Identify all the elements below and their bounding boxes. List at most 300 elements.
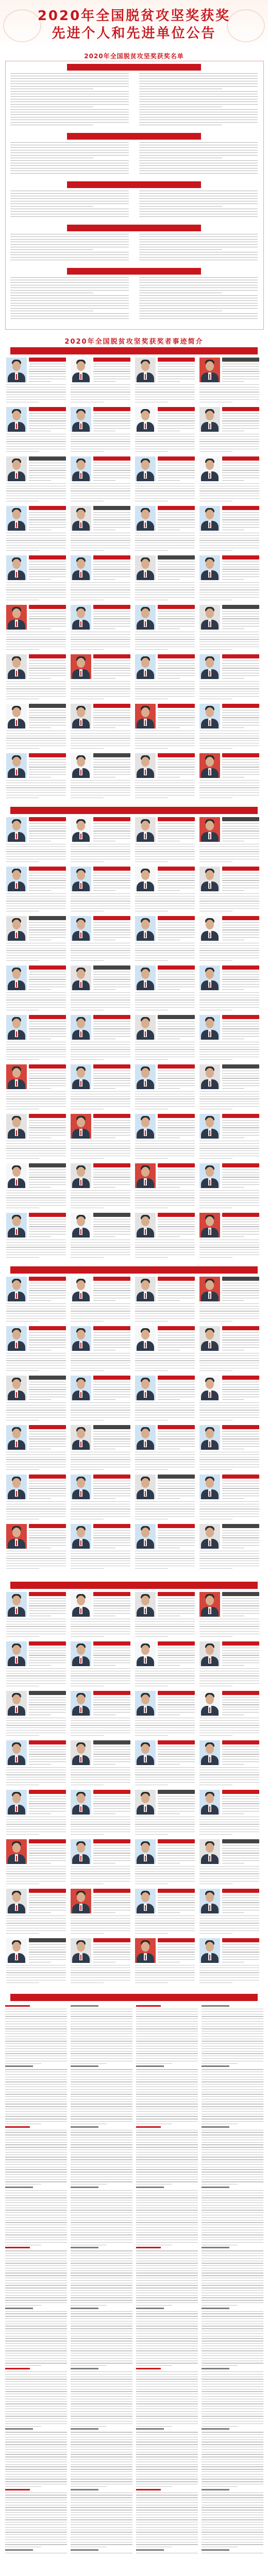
text-line-placeholder (29, 1441, 66, 1442)
profile-detail (71, 1767, 130, 1787)
portrait-photo-icon (135, 506, 156, 531)
profile-summary (158, 1895, 195, 1914)
text-line-placeholder (222, 1441, 259, 1442)
profile-card (198, 456, 260, 503)
profile-card (5, 1376, 67, 1422)
text-line-placeholder (135, 1249, 195, 1250)
portrait-head (206, 920, 214, 929)
text-line-placeholder (6, 681, 66, 682)
text-line-placeholder (93, 1490, 130, 1491)
text-line-placeholder (222, 376, 259, 377)
text-line-placeholder (29, 519, 66, 520)
profile-name-bar (93, 965, 130, 970)
text-line-placeholder (71, 2489, 98, 2490)
text-line-placeholder (199, 1360, 259, 1361)
text-line-placeholder (93, 759, 130, 760)
text-line-placeholder (139, 114, 258, 115)
text-line-placeholder (158, 1498, 180, 1499)
profile-detail (135, 1767, 195, 1787)
profiles-category-band (10, 807, 258, 814)
text-line-placeholder (158, 984, 195, 985)
text-line-placeholder (71, 1930, 130, 1931)
text-line-placeholder (29, 875, 66, 876)
text-line-placeholder (222, 571, 259, 572)
portrait-head (77, 1744, 85, 1754)
portrait-tie (80, 1955, 81, 1960)
text-line-placeholder (222, 1796, 259, 1797)
profile-detail (135, 992, 195, 1012)
text-line-placeholder (158, 623, 195, 624)
profile-card (70, 1691, 131, 1737)
portrait-photo-icon (135, 965, 156, 990)
portrait-head (12, 707, 21, 717)
text-line-placeholder (10, 216, 129, 217)
text-line-placeholder (135, 908, 195, 909)
text-line-placeholder (158, 1125, 195, 1126)
portrait-tie (145, 1081, 146, 1086)
category-band (67, 133, 201, 140)
portrait-head (12, 1744, 21, 1754)
text-line-placeholder (135, 1150, 195, 1151)
portrait-tie (16, 572, 17, 577)
text-line-placeholder (5, 2439, 67, 2440)
text-line-placeholder (202, 2444, 263, 2445)
text-line-placeholder (136, 2544, 198, 2545)
portrait-head (206, 1793, 214, 1803)
portrait-tie (16, 1757, 17, 1762)
text-line-placeholder (158, 1490, 195, 1491)
text-line-placeholder (29, 376, 66, 377)
profile-name-bar (158, 1213, 195, 1217)
portrait-photo-icon (199, 1015, 220, 1040)
text-line-placeholder (222, 1702, 259, 1703)
text-line-placeholder (135, 582, 195, 583)
profile-card (70, 1064, 131, 1111)
portrait-photo-icon (6, 407, 27, 432)
text-line-placeholder (222, 722, 259, 723)
text-line-placeholder (135, 1402, 195, 1403)
profile-detail (6, 1817, 66, 1836)
text-line-placeholder (5, 2058, 67, 2059)
text-line-placeholder (29, 1295, 66, 1296)
text-line-placeholder (202, 2053, 263, 2054)
text-line-placeholder (199, 1511, 259, 1512)
text-line-placeholder (199, 545, 259, 546)
text-line-placeholder (222, 1855, 259, 1856)
text-line-placeholder (6, 597, 66, 598)
profile-name-bar (158, 456, 195, 461)
profile-summary (93, 1431, 130, 1451)
text-line-placeholder (93, 1446, 130, 1447)
text-line-placeholder (6, 441, 66, 442)
portrait-tie (209, 572, 210, 577)
text-line-placeholder (93, 1712, 130, 1713)
text-line-placeholder (29, 1855, 66, 1856)
portrait-tie (145, 1658, 146, 1663)
profile-card (198, 605, 260, 651)
text-line-placeholder (93, 1535, 130, 1536)
portrait-photo-icon (135, 1938, 156, 1963)
text-line-placeholder (71, 1782, 130, 1783)
portrait-tie (145, 1180, 146, 1185)
portrait-tie (209, 883, 210, 888)
profile-summary (158, 1648, 195, 1667)
text-line-placeholder (71, 1568, 104, 1569)
profile-detail (199, 1718, 259, 1737)
text-line-placeholder (29, 885, 66, 886)
text-line-placeholder (158, 1288, 195, 1289)
profiles-category-band (10, 347, 258, 354)
text-line-placeholder (93, 1226, 130, 1227)
text-line-placeholder (136, 2311, 198, 2312)
text-line-placeholder (71, 1106, 130, 1107)
portrait-tie (209, 1955, 210, 1960)
text-line-placeholder (29, 727, 51, 728)
text-line-placeholder (6, 787, 66, 788)
text-line-placeholder (222, 1954, 259, 1955)
text-line-placeholder (93, 1902, 130, 1903)
profile-card (70, 1326, 131, 1372)
portrait-photo-icon (199, 1376, 220, 1400)
text-line-placeholder (199, 1834, 232, 1835)
profile-card (70, 753, 131, 800)
text-line-placeholder (199, 1358, 259, 1359)
text-line-placeholder (199, 1675, 259, 1676)
text-line-placeholder (93, 579, 115, 580)
text-line-placeholder (222, 1088, 244, 1089)
text-line-placeholder (29, 418, 66, 419)
text-line-placeholder (136, 2481, 198, 2482)
text-line-placeholder (222, 1073, 259, 1074)
profile-name-bar (93, 1326, 130, 1330)
text-line-placeholder (202, 2459, 263, 2460)
text-line-placeholder (5, 2247, 30, 2248)
text-line-placeholder (29, 1490, 66, 1491)
portrait-head (141, 1068, 149, 1078)
text-line-placeholder (202, 2247, 229, 2248)
profile-name-bar (222, 1326, 259, 1330)
portrait-tie (16, 982, 17, 987)
text-line-placeholder (199, 1242, 259, 1243)
portrait-head (12, 1478, 21, 1488)
text-line-placeholder (202, 2355, 263, 2356)
text-line-placeholder (6, 1819, 66, 1820)
text-line-placeholder (71, 2121, 132, 2122)
text-line-placeholder (6, 1257, 39, 1258)
text-line-placeholder (5, 2428, 33, 2430)
profile-name-bar (158, 1064, 195, 1069)
text-line-placeholder (93, 1347, 130, 1348)
text-line-placeholder (158, 1537, 195, 1538)
portrait-photo-icon (135, 867, 156, 891)
profile-summary (222, 1895, 259, 1914)
text-line-placeholder (158, 670, 195, 671)
text-line-placeholder (93, 1959, 130, 1960)
text-line-placeholder (202, 2137, 263, 2138)
profile-card (70, 965, 131, 1012)
profile-summary (222, 972, 259, 991)
profile-card (198, 1213, 260, 1259)
text-line-placeholder (135, 1365, 195, 1366)
profile-detail (6, 384, 66, 404)
text-line-placeholder (139, 193, 258, 194)
text-line-placeholder (5, 2308, 33, 2309)
portrait-tie (80, 933, 81, 938)
text-line-placeholder (29, 1446, 66, 1447)
profile-grid (5, 1277, 263, 1575)
text-line-placeholder (135, 733, 195, 734)
text-line-placeholder (222, 1184, 259, 1185)
text-line-placeholder (6, 1925, 66, 1926)
text-line-placeholder (135, 1457, 195, 1458)
text-line-placeholder (10, 244, 129, 245)
text-line-placeholder (135, 1153, 195, 1154)
text-line-placeholder (158, 1959, 195, 1960)
text-line-placeholder (136, 2181, 198, 2182)
text-line-placeholder (93, 937, 130, 938)
profile-name-bar (93, 1376, 130, 1380)
portrait-head (206, 1216, 214, 1226)
portrait-tie (145, 1031, 146, 1037)
text-line-placeholder (71, 1675, 130, 1676)
portrait-photo-icon (199, 867, 220, 891)
text-line-placeholder (29, 1036, 66, 1037)
profile-detail (199, 533, 259, 552)
profile-card (198, 1641, 260, 1688)
text-line-placeholder (71, 733, 130, 734)
profile-summary (29, 1598, 66, 1618)
text-line-placeholder (29, 1912, 51, 1913)
text-line-placeholder (5, 2074, 67, 2075)
profile-card (70, 555, 131, 602)
text-line-placeholder (202, 2026, 263, 2027)
profile-card (198, 1790, 260, 1836)
portrait-photo-icon (135, 704, 156, 728)
text-line-placeholder (93, 1337, 130, 1338)
text-line-placeholder (6, 1673, 66, 1674)
text-line-placeholder (5, 2297, 67, 2298)
text-line-placeholder (135, 787, 195, 788)
profile-detail (199, 582, 259, 602)
portrait-head (12, 1645, 21, 1655)
text-line-placeholder (71, 2270, 132, 2271)
profile-summary (222, 823, 259, 843)
profile-name-bar (29, 358, 66, 362)
portrait-tie (209, 1757, 210, 1762)
text-line-placeholder (202, 2549, 229, 2551)
text-line-placeholder (6, 1826, 66, 1827)
text-line-placeholder (135, 1675, 195, 1676)
text-line-placeholder (10, 193, 129, 194)
award-list-column (139, 142, 258, 178)
text-line-placeholder (6, 950, 66, 951)
text-line-placeholder (10, 277, 129, 278)
text-line-placeholder (139, 295, 258, 296)
text-line-placeholder (136, 2403, 198, 2404)
portrait-photo-icon (71, 1114, 91, 1139)
profile-name-bar (222, 1015, 259, 1019)
profile-detail (71, 1551, 130, 1570)
profile-detail (135, 1668, 195, 1688)
portrait-head (77, 821, 85, 831)
profile-card (5, 1163, 67, 1210)
text-line-placeholder (29, 428, 66, 429)
text-line-placeholder (93, 660, 130, 661)
profile-detail (199, 1141, 259, 1160)
text-line-placeholder (158, 1756, 195, 1757)
portrait-photo-icon (6, 1475, 27, 1499)
text-line-placeholder (93, 1295, 130, 1296)
portrait-head (77, 920, 85, 929)
text-line-placeholder (202, 2169, 263, 2170)
text-line-placeholder (5, 2137, 67, 2138)
profile-name-bar (29, 407, 66, 411)
profile-card (70, 654, 131, 701)
text-line-placeholder (135, 1977, 195, 1978)
portrait-photo-icon (199, 1326, 220, 1351)
text-line-placeholder (199, 1819, 259, 1820)
profile-name-bar (93, 1889, 130, 1893)
text-line-placeholder (136, 2527, 198, 2528)
text-line-placeholder (136, 2358, 198, 2359)
text-line-placeholder (93, 1125, 130, 1126)
text-line-placeholder (71, 451, 104, 452)
text-line-placeholder (71, 1774, 130, 1775)
profile-card (70, 867, 131, 913)
profile-detail (71, 1965, 130, 1985)
portrait-tie (16, 423, 17, 429)
profile-name-bar (29, 817, 66, 821)
portrait-head (77, 1478, 85, 1488)
portrait-photo-icon (199, 407, 220, 432)
category-band (67, 181, 201, 188)
text-line-placeholder (71, 1303, 130, 1304)
text-line-placeholder (202, 2149, 263, 2150)
portrait-photo-icon (135, 1889, 156, 1913)
text-line-placeholder (136, 2079, 198, 2080)
portrait-tie (209, 770, 210, 775)
text-line-placeholder (71, 2187, 98, 2188)
text-line-placeholder (6, 1772, 66, 1773)
text-line-placeholder (29, 1803, 66, 1804)
profile-card (5, 1213, 67, 1259)
profile-name-bar (29, 1376, 66, 1380)
profile-summary (222, 1944, 259, 1964)
text-line-placeholder (202, 2308, 229, 2309)
text-line-placeholder (139, 122, 258, 123)
text-line-placeholder (199, 649, 232, 650)
text-line-placeholder (136, 2232, 198, 2233)
portrait-tie (145, 1343, 146, 1348)
profile-detail (135, 1817, 195, 1836)
text-line-placeholder (5, 2079, 67, 2080)
text-line-placeholder (71, 2033, 132, 2034)
portrait-tie (16, 1392, 17, 1397)
text-line-placeholder (29, 663, 66, 664)
text-line-placeholder (5, 2502, 67, 2503)
text-line-placeholder (5, 2549, 33, 2551)
portrait-head (206, 1892, 214, 1902)
text-line-placeholder (222, 1808, 259, 1809)
profile-summary (158, 1071, 195, 1090)
text-line-placeholder (136, 2502, 198, 2503)
text-line-placeholder (158, 1332, 195, 1333)
text-line-placeholder (199, 696, 259, 697)
text-line-placeholder (6, 1370, 39, 1371)
text-line-placeholder (93, 527, 130, 528)
text-line-placeholder (10, 109, 129, 110)
profile-name-bar (158, 506, 195, 510)
text-line-placeholder (139, 282, 258, 283)
portrait-photo-icon (135, 407, 156, 432)
portrait-photo-icon (71, 1740, 91, 1765)
text-line-placeholder (71, 1202, 130, 1203)
profile-detail (199, 384, 259, 404)
text-line-placeholder (139, 104, 258, 105)
profile-summary (29, 562, 66, 581)
text-line-placeholder (93, 1704, 130, 1705)
text-line-placeholder (71, 1054, 130, 1055)
text-line-placeholder (29, 1184, 66, 1185)
profile-summary (222, 1021, 259, 1041)
text-line-placeholder (199, 1365, 259, 1366)
profile-detail (6, 1303, 66, 1323)
text-line-placeholder (222, 1709, 259, 1710)
text-line-placeholder (199, 1044, 259, 1045)
text-line-placeholder (29, 1438, 66, 1439)
text-line-placeholder (135, 1464, 195, 1465)
portrait-photo-icon (199, 456, 220, 481)
portrait-photo-icon (71, 1064, 91, 1089)
portrait-tie (80, 1658, 81, 1663)
text-line-placeholder (71, 2466, 132, 2467)
text-line-placeholder (222, 512, 259, 513)
text-line-placeholder (135, 384, 195, 385)
portrait-head (12, 1942, 21, 1952)
profile-card (5, 965, 67, 1012)
profile-name-bar (93, 1641, 130, 1646)
text-line-placeholder (71, 1563, 130, 1564)
text-line-placeholder (158, 1088, 180, 1089)
profile-detail (135, 1402, 195, 1422)
text-line-placeholder (158, 1764, 180, 1765)
text-line-placeholder (5, 2311, 67, 2312)
portrait-head (206, 1068, 214, 1078)
text-line-placeholder (202, 2544, 263, 2545)
text-line-placeholder (93, 1073, 130, 1074)
text-line-placeholder (222, 675, 259, 676)
profile-summary (93, 1944, 130, 1964)
text-line-placeholder (158, 1657, 195, 1658)
text-line-placeholder (135, 488, 195, 489)
text-line-placeholder (222, 428, 259, 429)
text-line-placeholder (158, 1598, 195, 1599)
text-line-placeholder (71, 893, 130, 894)
profile-card (5, 1691, 67, 1737)
text-line-placeholder (93, 1545, 130, 1546)
profile-card (70, 358, 131, 404)
profile-detail (199, 780, 259, 800)
text-line-placeholder (158, 1650, 195, 1651)
text-line-placeholder (10, 318, 129, 319)
text-line-placeholder (93, 1483, 130, 1484)
text-line-placeholder (139, 236, 258, 237)
profile-card (134, 867, 196, 913)
text-line-placeholder (158, 981, 195, 982)
text-line-placeholder (135, 1516, 195, 1517)
text-line-placeholder (6, 908, 66, 909)
text-line-placeholder (71, 2426, 107, 2427)
